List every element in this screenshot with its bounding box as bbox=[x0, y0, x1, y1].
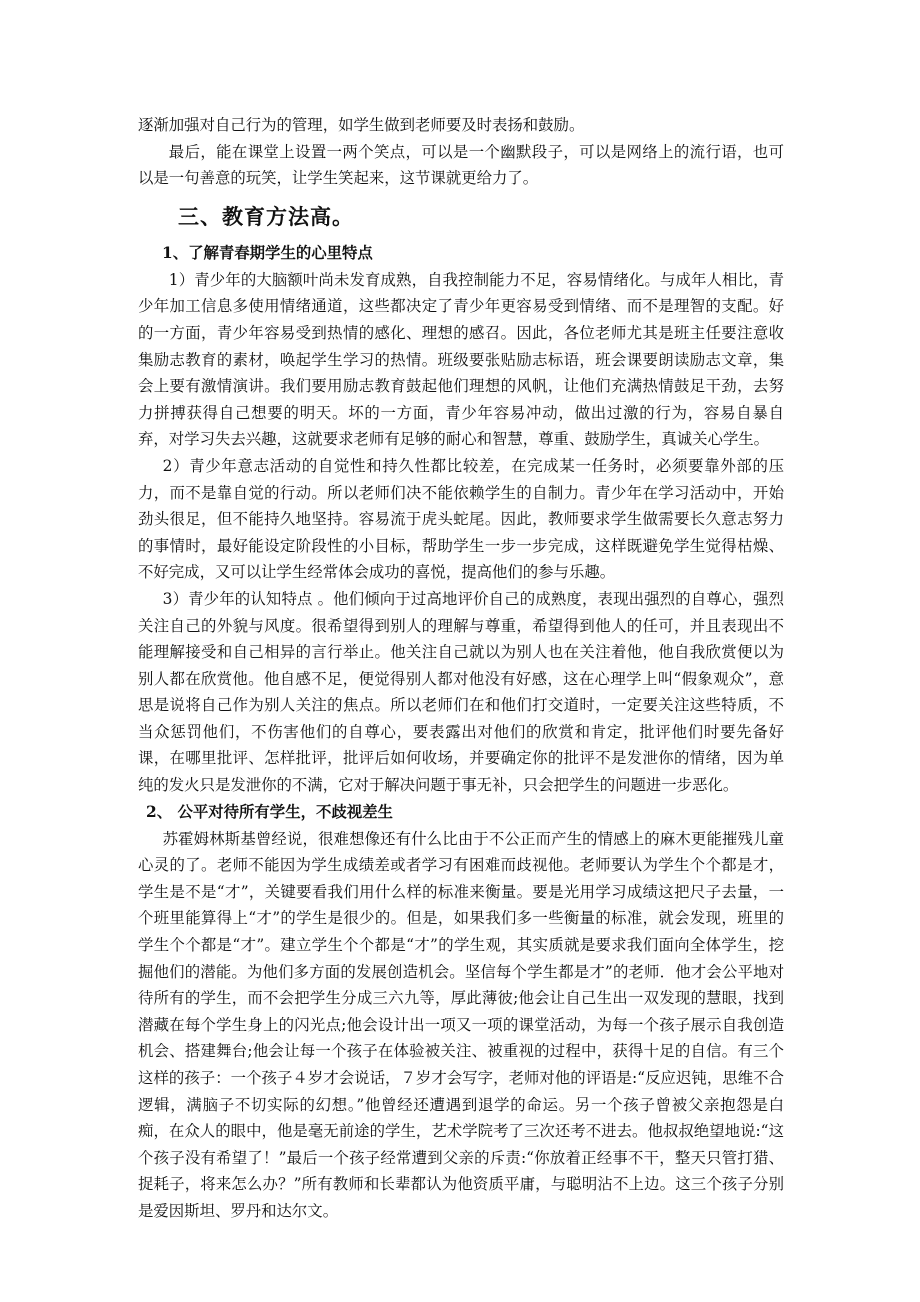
paragraph-fair-treatment: 苏霍姆林斯基曾经说，很难想像还有什么比由于不公正而产生的情感上的麻木更能摧残儿童心灵的了。老师不能因为学生成绩差或者学习有困难而歧视他。老师要认为学生个个都是才，学生是不是“才”，关键要看我们用什么样的标准来衡量。要是光用学习成绩这把尺子去量，一个班里能算得上“才”的学生是很少的。但是，如果我们多一些衡量的标准，就会发现，班里的学生个个都是“才”。建立学生个个都是“才”的学生观，其实质就是要求我们面向全体学生，挖掘他们的潜能。为他们多方面的发展创造机会。坚信每个学生都是才”的老师．他才会公平地对待所有的学生，而不会把学生分成三六九等，厚此薄彼;他会让自己生出一双发现的慧眼，找到潜藏在每个学生身上的闪光点;他会设计出一项又一项的课堂活动，为每一个孩子展示自我创造机会、搭建舞台;他会让每一个孩子在体验被关注、被重视的过程中，获得十足的自信。有三个这样的孩子：一个孩子４岁才会说话，７岁才会写字，老师对他的评语是:“反应迟钝，思维不合逻辑，满脑子不切实际的幻想。”他曾经还遭遇到退学的命运。另一个孩子曾被父亲抱怨是白痴，在众人的眼中，他是毫无前途的学生，艺术学院考了三次还考不进去。他叔叔绝望地说:“这个孩子没有希望了！”最后一个孩子经常遭到父亲的斥责:“你放着正经事不干，整天只管打猎、捉耗子，将来怎么办？”所有教师和长辈都认为他资质平庸，与聪明沾不上边。这三个孩子分别是爱因斯坦、罗丹和达尔文。 bbox=[138, 829, 784, 1220]
subhead-adolescent-psychology: 1、了解青春期学生的心里特点 bbox=[162, 243, 373, 262]
paragraph-continuation: 逐渐加强对自己行为的管理，如学生做到老师要及时表扬和鼓励。 bbox=[138, 116, 585, 134]
paragraph-point-3: 3）青少年的认知特点 。他们倾向于过高地评价自己的成熟度，表现出强烈的自尊心，强烈关注自己的外貌与风度。很希望得到别人的理解与尊重，希望得到他人的任可，并且表现出不能理解接受和自己相异的言行举止。他关注自己就以为别人也在关注着他，他自我欣赏便以为别人都在欣赏他。他自感不足，便觉得别人都对他没有好感，这在心理学上叫“假象观众”，意思是说将自己作为别人关注的焦点。所以老师们在和他们打交道时，一定要关注这些特质，不当众惩罚他们，不伤害他们的自尊心，要表露出对他们的欣赏和肯定，批评他们时要先备好课，在哪里批评、怎样批评，批评后如何收场，并要确定你的批评不是发泄你的情绪，因为单纯的发火只是发泄你的不满，它对于解决问题于事无补，只会把学生的问题进一步恶化。 bbox=[138, 589, 784, 795]
paragraph-point-1: 1）青少年的大脑额叶尚未发育成熟，自我控制能力不足，容易情绪化。与成年人相比，青少年加工信息多使用情绪通道，这些都决定了青少年更容易受到情绪、而不是理智的支配。好的一方面，青少年容易受到热情的感化、理想的感召。因此，各位老师尤其是班主任要注意收集励志教育的素材，唤起学生学习的热情。班级要张贴励志标语，班会课要朗读励志文章，集会上要有激情演讲。我们要用励志教育鼓起他们理想的风帆，让他们充满热情鼓足干劲，去努力拼搏获得自己想要的明天。坏的一方面，青少年容易冲动，做出过激的行为，容易自暴自弃，对学习失去兴趣，这就要求老师有足够的耐心和智慧，尊重、鼓励学生，真诚关心学生。 bbox=[138, 270, 784, 449]
subhead-fair-treatment: 2、 公平对待所有学生，不歧视差生 bbox=[146, 802, 393, 821]
section-title: 三、教育方法高。 bbox=[178, 204, 354, 229]
document-page bbox=[138, 112, 784, 1225]
paragraph-humor-tips: 最后，能在课堂上设置一两个笑点，可以是一个幽默段子，可以是网络上的流行语，也可以是一句善意的玩笑，让学生笑起来，这节课就更给力了。 bbox=[138, 142, 784, 188]
paragraph-point-2: 2）青少年意志活动的自觉性和持久性都比较差，在完成某一任务时，必须要靠外部的压力，而不是靠自觉的行动。所以老师们决不能依赖学生的自制力。青少年在学习活动中，开始劲头很足，但不能持久地坚持。容易流于虎头蛇尾。因此，教师要求学生做需要长久意志努力的事情时，最好能设定阶段性的小目标，帮助学生一步一步完成，这样既避免学生觉得枯燥、不好完成，又可以让学生经常体会成功的喜悦，提高他们的参与乐趣。 bbox=[138, 456, 784, 582]
